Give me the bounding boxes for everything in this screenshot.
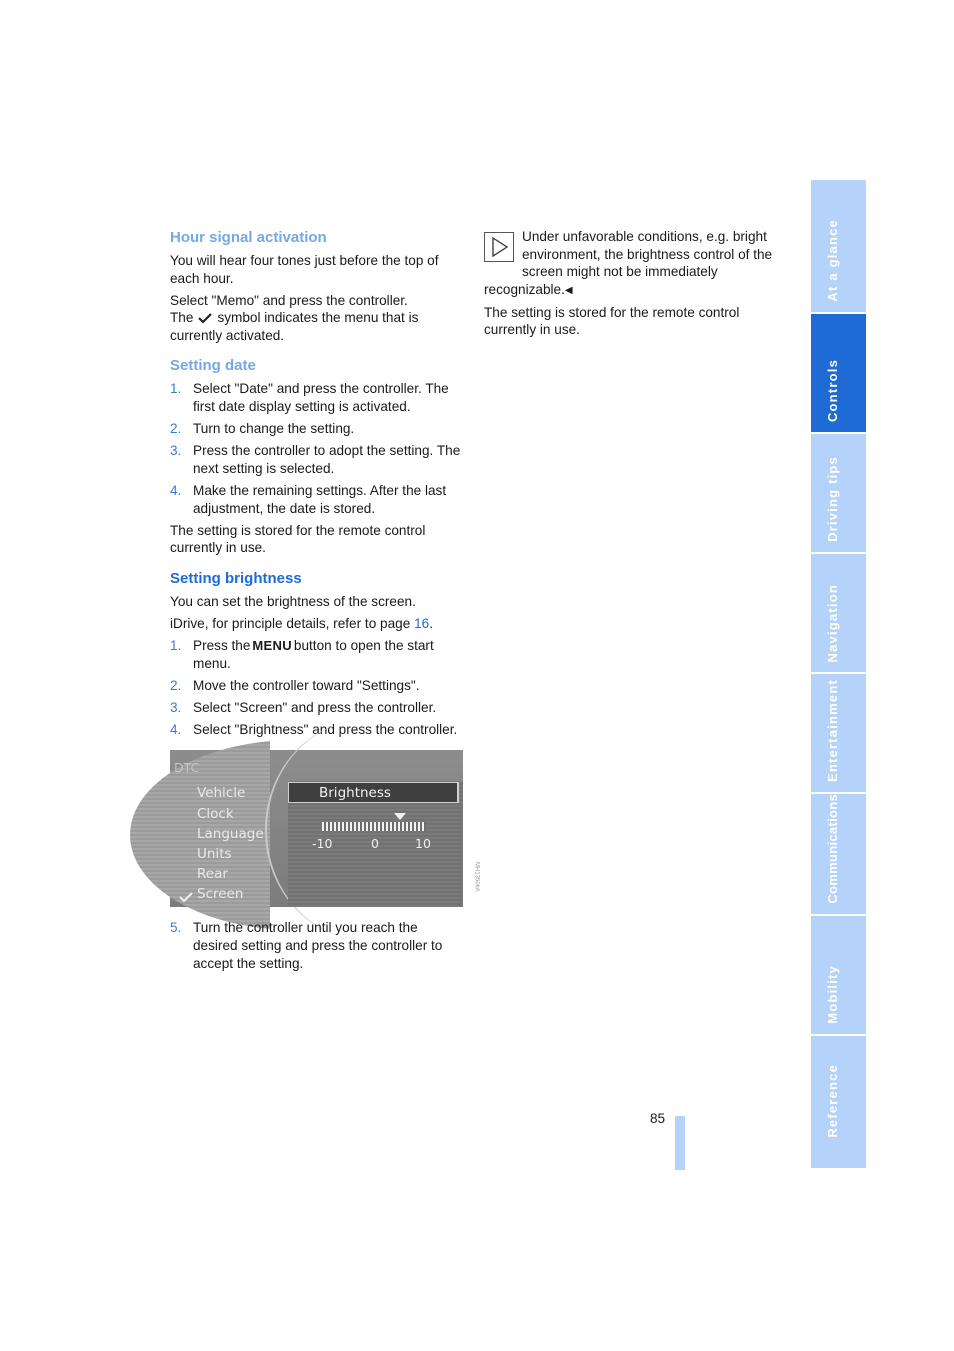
tab-label: Communications (825, 794, 840, 904)
heading-hour-signal: Hour signal activation (170, 229, 327, 246)
heading-setting-brightness: Setting brightness (170, 569, 302, 587)
step-number: 1. (170, 381, 182, 397)
list-item (170, 637, 466, 672)
brightness-steps (170, 637, 466, 738)
tab-label: Controls (825, 358, 840, 422)
image-code: MH1350kA (473, 862, 480, 893)
tab-mobility[interactable] (811, 916, 866, 1036)
brightness-title-bar: Brightness (288, 782, 459, 803)
list-item (170, 380, 466, 415)
step-number: 5. (170, 920, 182, 936)
brightness-paragraph-1: You can set the brightness of the screen. (170, 593, 416, 609)
brightness-ref-text: iDrive, for principle details, refer to page (170, 615, 411, 631)
menu-item-units: Units (197, 846, 232, 863)
brightness-paragraph-2 (170, 615, 466, 633)
note-text: Under unfavorable conditions, e.g. bright environment, the brightness control of the screen might not be immediately recognizable. (484, 229, 773, 297)
list-item (170, 919, 466, 972)
right-setting-note: The setting is stored for the remote control currently in use. (484, 304, 740, 338)
list-item (170, 442, 466, 477)
date-steps (170, 380, 466, 517)
menu-item-language: Language (197, 826, 264, 843)
hour-select-memo: Select "Memo" and press the controller. (170, 292, 408, 308)
menu-key-label: MENU (252, 638, 292, 653)
tab-reference[interactable] (811, 1036, 866, 1168)
section-setting-date (170, 356, 466, 556)
tab-label: Mobility (825, 965, 840, 1024)
period: . (429, 615, 433, 631)
tab-driving-tips[interactable] (811, 434, 866, 554)
note-triangle-icon (484, 232, 514, 262)
menu-item-rear: Rear (197, 866, 228, 883)
date-note: The setting is stored for the remote control currently in use. (170, 522, 426, 556)
step-text: Turn to change the setting. (193, 421, 355, 437)
page-number-bar (675, 1116, 685, 1170)
brightness-screen-image (170, 750, 480, 907)
section-hour-signal (170, 228, 466, 344)
step-number: 4. (170, 721, 182, 737)
step-text: Turn the controller until you reach the desired setting and press the controller to accept the setting. (193, 920, 443, 971)
tab-controls[interactable] (811, 314, 866, 434)
tick-label-max: 10 (415, 836, 431, 852)
menu-item-screen: Screen (197, 886, 244, 903)
menu-item-vehicle: Vehicle (197, 785, 246, 802)
tab-label: Driving tips (825, 456, 840, 542)
tick-label-zero: 0 (371, 836, 379, 852)
brightness-marker (394, 813, 406, 820)
tab-at-a-glance[interactable] (811, 180, 866, 314)
left-column (170, 228, 480, 984)
step-number: 1. (170, 638, 182, 653)
step-text: Select "Brightness" and press the controller. (193, 721, 458, 737)
tick-label-min: -10 (312, 836, 333, 852)
step-text: Select "Screen" and press the controller. (193, 699, 437, 715)
tab-navigation[interactable] (811, 554, 866, 674)
right-column (484, 228, 776, 344)
step-number: 2. (170, 677, 182, 693)
step-number: 3. (170, 699, 182, 715)
step-text: Press the controller to adopt the setting. The next setting is selected. (193, 443, 461, 476)
hour-the-text: The (170, 310, 194, 326)
tab-communications[interactable] (811, 794, 866, 916)
step-text: button to open the start menu. (193, 638, 434, 671)
step-number: 4. (170, 482, 182, 498)
tab-label: Navigation (825, 583, 840, 662)
brightness-step-5 (170, 919, 466, 972)
selected-check-icon (179, 892, 193, 902)
screen-header: DTC (174, 760, 200, 776)
checkmark-icon (197, 312, 213, 324)
end-mark-icon: ◀ (564, 284, 573, 296)
step-text: Make the remaining settings. After the last adjustment, the date is stored. (193, 482, 447, 516)
menu-item-clock: Clock (197, 806, 234, 823)
section-setting-brightness (170, 569, 480, 972)
page-link-16[interactable]: 16 (414, 615, 430, 631)
page-number: 85 (650, 1111, 666, 1126)
tab-label: Entertainment (825, 678, 840, 782)
hour-paragraph-2 (170, 292, 466, 345)
tab-label: At a glance (825, 219, 840, 302)
step-number: 3. (170, 443, 182, 459)
hour-symbol-text: symbol indicates the menu that is currently activated. (170, 310, 419, 343)
note-paragraph (484, 228, 776, 299)
step-text: Select "Date" and press the controller. The first date display setting is activated. (193, 381, 449, 415)
hour-paragraph-1: You will hear four tones just before the top of each hour. (170, 253, 439, 286)
list-item (170, 420, 466, 438)
tab-label: Reference (825, 1064, 840, 1138)
tab-entertainment[interactable] (811, 674, 866, 794)
chapter-tabs (811, 180, 866, 1168)
step-text: Press the (193, 638, 251, 653)
list-item (170, 677, 466, 695)
step-number: 2. (170, 421, 182, 437)
heading-setting-date: Setting date (170, 357, 256, 375)
list-item (170, 482, 466, 517)
step-text: Move the controller toward "Settings". (193, 677, 420, 693)
list-item (170, 699, 466, 717)
brightness-scale (322, 822, 426, 831)
